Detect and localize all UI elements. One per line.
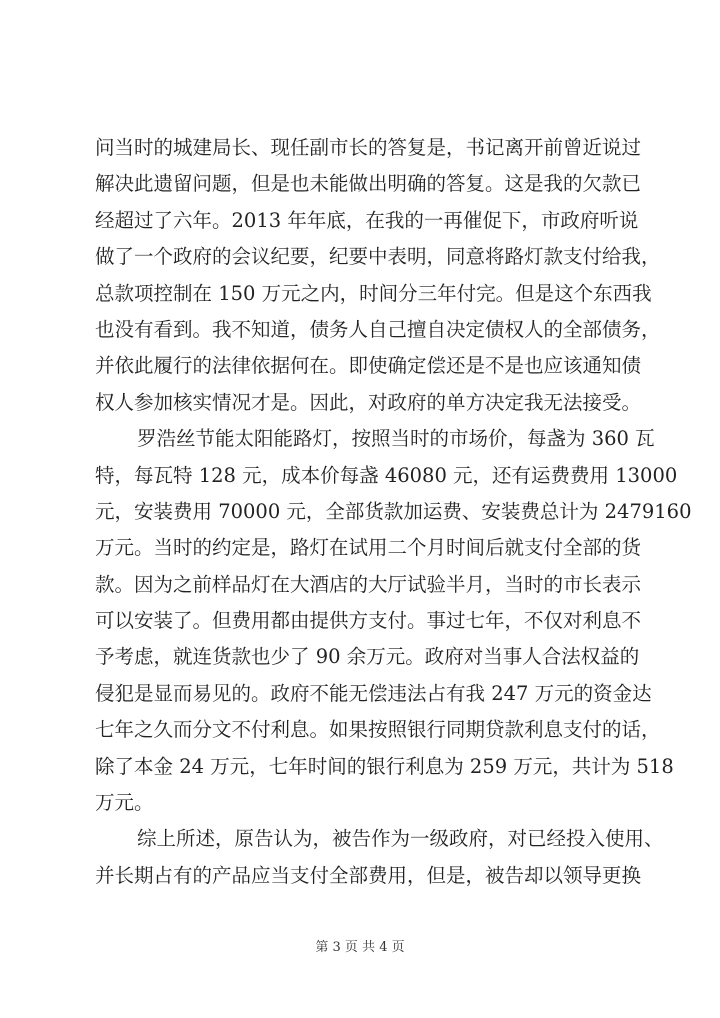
text-line: 做了一个政府的会议纪要，纪要中表明，同意将路灯款支付给我，	[95, 245, 661, 269]
text-line: 解决此遗留问题，但是也未能做出明确的答复。这是我的欠款已	[95, 172, 642, 196]
text-line: 七年之久而分文不付利息。如果按照银行同期贷款利息支付的话，	[95, 718, 661, 742]
text-line: 罗浩丝节能太阳能路灯，按照当时的市场价，每盏为 360 瓦	[137, 427, 655, 451]
text-line: 元，安装费用 70000 元，全部货款加运费、安装费总计为 2479160	[95, 499, 692, 523]
text-line: 并长期占有的产品应当支付全部费用，但是，被告却以领导更换	[95, 863, 642, 887]
text-line: 权人参加核实情况才是。因此，对政府的单方决定我无法接受。	[95, 390, 642, 414]
text-line: 可以安装了。但费用都由提供方支付。事过七年，不仅对利息不	[95, 609, 642, 633]
text-line: 并依此履行的法律依据何在。即使确定偿还是不是也应该通知债	[95, 354, 642, 378]
text-line: 万元。	[95, 791, 154, 815]
text-line: 侵犯是显而易见的。政府不能无偿违法占有我 247 万元的资金达	[95, 681, 652, 705]
text-line: 也没有看到。我不知道，债务人自己擅自决定债权人的全部债务，	[95, 317, 661, 341]
text-line: 问当时的城建局长、现任副市长的答复是，书记离开前曾近说过	[95, 136, 642, 159]
text-line: 综上所述，原告认为，被告作为一级政府，对已经投入使用、	[137, 827, 664, 851]
text-line: 万元。当时的约定是，路灯在试用二个月时间后就支付全部的货	[95, 536, 642, 560]
page-footer: 第 3 页 共 4 页	[315, 940, 405, 955]
text-line: 经超过了六年。2013 年年底，在我的一再催促下，市政府听说	[95, 208, 639, 232]
text-line: 除了本金 24 万元，七年时间的银行利息为 259 万元，共计为 518	[95, 754, 674, 778]
text-line: 予考虑，就连货款也少了 90 余万元。政府对当事人合法权益的	[95, 645, 640, 669]
document-body	[95, 130, 692, 894]
text-line: 特，每瓦特 128 元，成本价每盏 46080 元，还有运费费用 13000	[95, 463, 678, 487]
text-line: 总款项控制在 150 万元之内，时间分三年付完。但是这个东西我	[95, 281, 652, 305]
text-line: 款。因为之前样品灯在大酒店的大厅试验半月，当时的市长表示	[95, 572, 642, 596]
